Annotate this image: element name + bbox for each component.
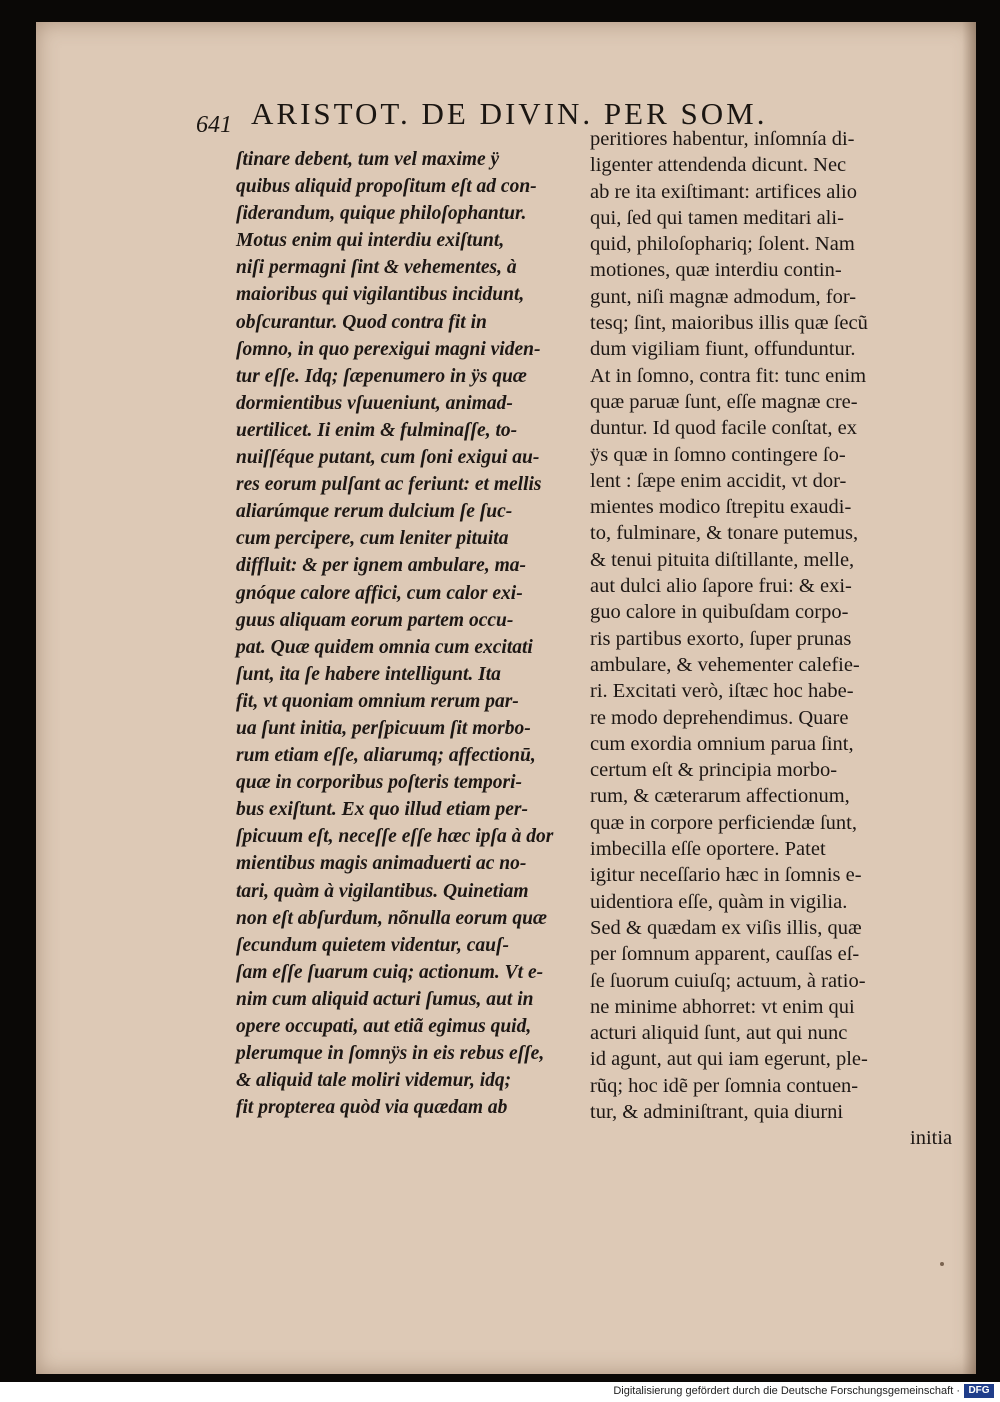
right-column-line: ſe ſuorum cuiuſq; actuum, à ratio- [590,969,866,992]
right-column-line: cum exordia omnium parua ſint, [590,732,854,755]
left-column-italic-text [236,146,586,1121]
left-column-line: nuiſſéque putant, cum ſoni exigui au- [236,447,540,469]
left-column-line: quibus aliquid propoſitum eſt ad con- [236,176,537,198]
page-edge-shadow [962,22,976,1374]
right-column-line: Sed & quædam ex viſis illis, quæ [590,916,862,939]
left-column-line: fit, vt quoniam omnium rerum par- [236,690,519,712]
left-column-line: Motus enim qui interdiu exiſtunt, [236,230,505,252]
right-column-line: ri. Excitati verò, iſtæc hoc habe- [590,680,854,703]
left-column-line: rum etiam eſſe, aliarumq; affectionū, [236,745,536,767]
left-column-line: niſi permagni ſint & vehementes, à [236,257,517,279]
right-column-line: peritiores habentur, inſomnía di- [590,128,855,150]
right-column-line: ligenter attendenda dicunt. Nec [590,154,847,177]
left-column-line: ſpicuum eſt, neceſſe eſſe hæc ipſa à dor [236,826,554,848]
left-column-line: plerumque in ſomnÿs in eis rebus eſſe, [236,1043,545,1065]
left-column-line: gnóque calore affici, cum calor exi- [236,582,523,604]
left-column-line: res eorum pulſant ac feriunt: et mellis [236,474,542,496]
left-column-line: maioribus qui vigilantibus incidunt, [236,284,525,306]
left-column-line: bus exiſtunt. Ex quo illud etiam per- [236,799,528,821]
right-column-line: tur, & adminiſtrant, quia diurni [590,1100,844,1123]
left-column-line: ſecundum quietem videntur, cauſ- [236,934,509,956]
left-column-line: aliarúmque rerum dulcium ſe ſuc- [236,501,513,523]
right-column-line: tesq; ſint, maioribus illis quæ ſecũ [590,312,868,335]
left-column-line: dormientibus vſuueniunt, animad- [236,392,513,414]
right-column-line: igitur neceſſario hæc in ſomnis e- [590,864,862,887]
left-column-line: tur eſſe. Idq; ſæpenumero in ÿs quæ [236,365,527,387]
right-column-line: to, fulminare, & tonare putemus, [590,522,859,545]
right-column-line: gunt, niſi magnæ admodum, for- [590,285,857,308]
right-column-line: ne minime abhorret: vt enim qui [590,995,855,1018]
right-column-line: imbecilla eſſe oportere. Patet [590,838,826,861]
right-column-line: rũq; hoc idẽ per ſomnia contuen- [590,1074,859,1097]
left-column-line: mientibus magis animaduerti ac no- [236,853,527,875]
footer-bar [0,1382,1000,1402]
left-column-line: diffluit: & per ignem ambulare, ma- [236,555,526,577]
left-column-line: non eſt abſurdum, nõnulla eorum quæ [236,907,548,929]
right-column-line: per ſomnum apparent, cauſſas eſ- [590,943,860,966]
left-column-line: guus aliquam eorum partem occu- [236,609,514,631]
left-column-line: opere occupati, aut etiã egimus quid, [236,1016,532,1037]
running-head: ARISTOT. DE DIVIN. PER SOM. [251,96,768,131]
page-number: 641 [196,112,232,138]
right-column-line: ambulare, & vehementer calefie- [590,653,860,676]
right-column-line: quæ paruæ ſunt, eſſe magnæ cre- [590,390,858,413]
right-column-line: re modo deprehendimus. Quare [590,706,849,729]
right-column-line: & tenui pituita diſtillante, melle, [590,548,855,571]
right-column-line: id agunt, aut qui iam egerunt, ple- [590,1048,868,1071]
left-column-line: tari, quàm à vigilantibus. Quinetiam [236,880,529,902]
right-column-line: ris partibus exorto, ſuper prunas [590,627,852,650]
right-column-line: rum, & cæterarum affectionum, [590,785,850,808]
left-column-line: ſomno, in quo perexigui magni viden- [236,338,541,360]
right-column-line: quæ in corpore perficiendæ ſunt, [590,811,858,834]
right-column-line: aut dulci alio ſapore frui: & exi- [590,575,852,598]
right-column-line: guo calore in quibuſdam corpo- [590,601,849,624]
right-column-line: acturi aliquid ſunt, aut qui nunc [590,1022,848,1045]
left-column-line: ſam eſſe ſuarum cuiq; actionum. Vt e- [236,961,544,983]
left-column-line: nim cum aliquid acturi ſumus, aut in [236,988,534,1010]
right-column-line: At in ſomno, contra fit: tunc enim [590,364,867,387]
right-column-line: mientes modico ſtrepitu exaudi- [590,496,852,519]
right-column-line: uidentiora eſſe, quàm in vigilia. [590,890,848,913]
dfg-logo: DFG [964,1384,994,1398]
right-column-line: ab re ita exiſtimant: artifices alio [590,180,857,203]
right-column-line: certum eſt & principia morbo- [590,759,838,782]
paper-speck [940,1262,944,1266]
right-column-line: qui, ſed qui tamen meditari ali- [590,206,844,229]
right-column-line: duntur. Id quod facile conſtat, ex [590,417,857,440]
left-column-line: obſcurantur. Quod contra fit in [236,311,487,333]
right-column-line: dum vigiliam fiunt, offunduntur. [590,338,856,361]
right-column-roman-text [590,126,940,1125]
right-column-line: motiones, quæ interdiu contin- [590,259,842,282]
left-column-line: ſtinare debent, tum vel maxime ÿ [236,149,500,170]
left-column-line: ſiderandum, quique philoſophantur. [236,203,527,225]
left-column-line: ſunt, ita ſe habere intelligunt. Ita [236,663,501,685]
right-column-line: quid, philoſophariq; ſolent. Nam [590,233,855,256]
left-column-line: cum percipere, cum leniter pituita [236,528,509,550]
left-column-line: uertilicet. Ii enim & fulminaſſe, to- [236,419,518,441]
catchword: initia [910,1127,953,1149]
left-column-line: quæ in corporibus poſteris tempori- [236,772,523,794]
left-column-line: ua ſunt initia, perſpicuum ſit morbo- [236,717,531,739]
left-column-line: pat. Quæ quidem omnia cum excitati [236,636,533,658]
right-column-line: ÿs quæ in ſomno contingere ſo- [590,443,846,466]
digitization-credit: Digitalisierung gefördert durch die Deutsche Forschungsgemeinschaft · [613,1385,960,1397]
left-column-line: & aliquid tale moliri videmur, idq; [236,1070,512,1092]
right-column-line: lent : ſæpe enim accidit, vt dor- [590,469,847,492]
left-column-line: fit propterea quòd via quædam ab [236,1097,508,1119]
